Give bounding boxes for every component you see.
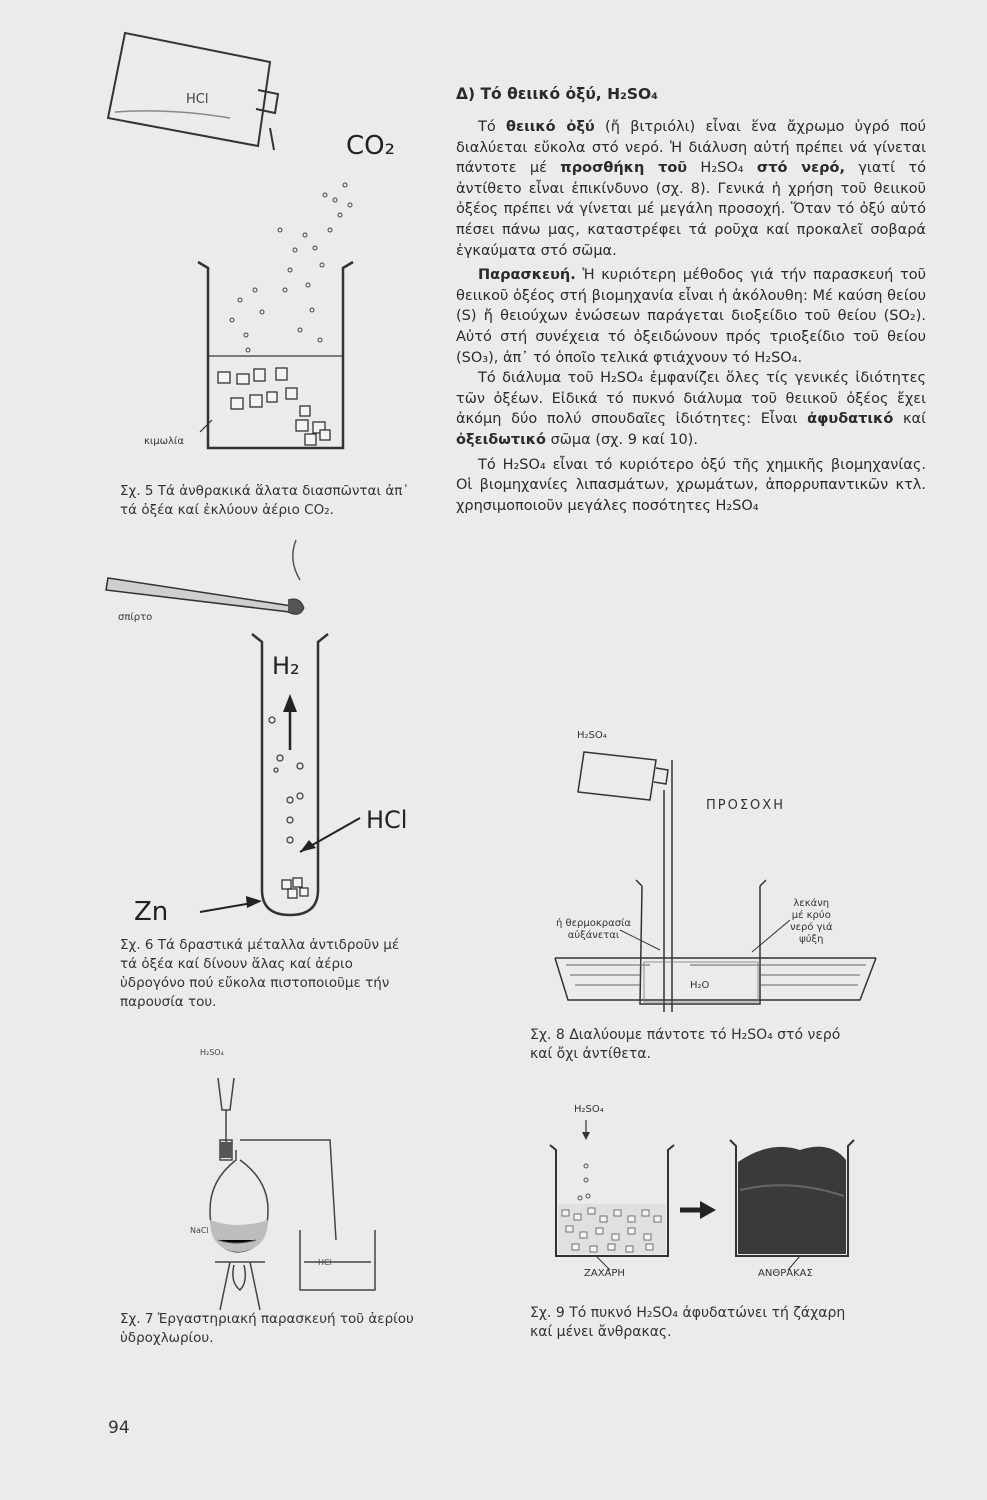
fig8-basin-label bbox=[790, 898, 833, 946]
fig8-temp-label-line2: αὐξάνεται bbox=[567, 930, 620, 941]
fig7-top-label: H₂SO₄ bbox=[200, 1048, 224, 1057]
fig6-match-label: σπίρτο bbox=[118, 612, 153, 623]
fig8-caption: Σχ. 8 Διαλύουμε πάντοτε τό H₂SO₄ στό νερό καί ὄχι ἀντίθετα. bbox=[530, 1027, 841, 1062]
fig8-basin-label-line1: λεκάνη bbox=[793, 898, 830, 909]
fig7-flask-label: NaCl bbox=[190, 1226, 209, 1235]
paragraph-2: Παρασκευή. Ἡ κυριότερη μέθοδος γιά τήν παρασκευή τοῦ θειικοῦ ὀξέος στή βιομηχανία εἶναι ἡ ἀκόλουθη: Μέ καύση θείου (S) ἤ θειούχων ἑνώσεων παράγεται διοξείδιο τοῦ θείου (SO₂). Αὐτό στή συνέχεια τό ὀξειδώνουν πρός τριοξείδιο τοῦ θείου (SO₃), ἀπ᾽ τό ὁποῖο τελικά φτιάχνουν τό H₂SO₄. bbox=[456, 267, 926, 366]
page-number: 94 bbox=[108, 1418, 130, 1438]
fig6-metal-label: Zn bbox=[134, 897, 169, 927]
fig7-caption: Σχ. 7 Ἐργαστηριακή παρασκευή τοῦ ἀερίου ὑδροχλωρίου. bbox=[120, 1311, 414, 1346]
fig8-top-label: H₂SO₄ bbox=[577, 730, 607, 741]
fig5-chalk-label: κιμωλία bbox=[144, 436, 184, 447]
paragraph-3: Τό διάλυμα τοῦ H₂SO₄ ἐμφανίζει ὅλες τίς γενικές ἰδιότητες τῶν ὀξέων. Εἰδικά τό πυκνό διάλυμα τοῦ θειικοῦ ὀξέος ἔχει ἀκόμη δύο πολύ σπουδαῖες ἰδιότητες: Εἶναι ἀφυδατικό καί ὀξειδωτικό σῶμα (σχ. 9 καί 10). bbox=[456, 370, 927, 448]
fig7-beaker-label: HCl bbox=[318, 1258, 332, 1267]
fig8-basin-label-line3: νερό γιά bbox=[790, 922, 833, 933]
fig5-caption: Σχ. 5 Τά ἀνθρακικά ἅλατα διασπῶνται ἀπ᾽ τά ὀξέα καί ἐκλύουν ἀέριο CO₂. bbox=[120, 483, 410, 518]
fig8-temp-label bbox=[556, 918, 631, 942]
fig8-warning-label: ΠΡΟΣΟΧΗ bbox=[706, 798, 785, 813]
fig6-gas-label: H₂ bbox=[272, 652, 300, 680]
paragraph-4: Τό H₂SO₄ εἶναι τό κυριότερο ὀξύ τῆς χημικῆς βιομηχανίας. Οἱ βιομηχανίες λιπασμάτων, χρωμάτων, ἀπορρυπαντικῶν κτλ. χρησιμοποιοῦν μεγάλες ποσότητες H₂SO₄ bbox=[456, 456, 926, 514]
section-heading: Δ) Τό θειικό ὀξύ, H₂SO₄ bbox=[456, 85, 658, 103]
fig5-bottle-label: HCl bbox=[186, 92, 209, 107]
fig8-basin-label-line4: ψύξη bbox=[799, 934, 824, 945]
fig9-caption: Σχ. 9 Τό πυκνό H₂SO₄ ἀφυδατώνει τή ζάχαρη καί μένει ἄνθρακας. bbox=[530, 1305, 846, 1340]
fig6-acid-label: HCl bbox=[366, 806, 408, 834]
fig5-gas-label: CO₂ bbox=[346, 131, 396, 161]
fig8-temp-label-line1: ἡ θερμοκρασία bbox=[556, 918, 632, 929]
paragraph-1: Τό θειικό ὀξύ (ἤ βιτριόλι) εἶναι ἕνα ἄχρωμο ὑγρό πού διαλύεται εὔκολα στό νερό. Ἡ διάλυση αὐτή πρέπει νά γίνεται πάντοτε μέ προσθήκη τοῦ H₂SO₄ στό νερό, γιατί τό ἀντίθετο εἶναι ἐπικίνδυνο (σχ. 8). Γενικά ἡ χρήση τοῦ θειικοῦ ὀξέος πρέπει νά γίνεται μέ μεγάλη προσοχή. Ὅταν τό ὀξύ αὐτό πέσει πάνω μας, καταστρέφει τά ροῦχα καί προκαλεῖ σοβαρά ἐγκαύματα στό σῶμα. bbox=[456, 119, 926, 259]
fig9-right-label: ΑΝΘΡΑΚΑΣ bbox=[758, 1268, 813, 1279]
fig8-basin-label-line2: μέ κρύο bbox=[791, 910, 831, 921]
fig9-top-label: H₂SO₄ bbox=[574, 1104, 604, 1115]
fig6-caption: Σχ. 6 Τά δραστικά μέταλλα ἀντιδροῦν μέ τά ὀξέα καί δίνουν ἅλας καί ἀέριο ὑδρογόνο πού εὔκολα πιστοποιοῦμε τήν παρουσία του. bbox=[120, 937, 400, 1010]
fig9-left-label: ΖΑΧΑΡΗ bbox=[584, 1268, 625, 1279]
fig8-water-label: H₂O bbox=[690, 980, 710, 991]
